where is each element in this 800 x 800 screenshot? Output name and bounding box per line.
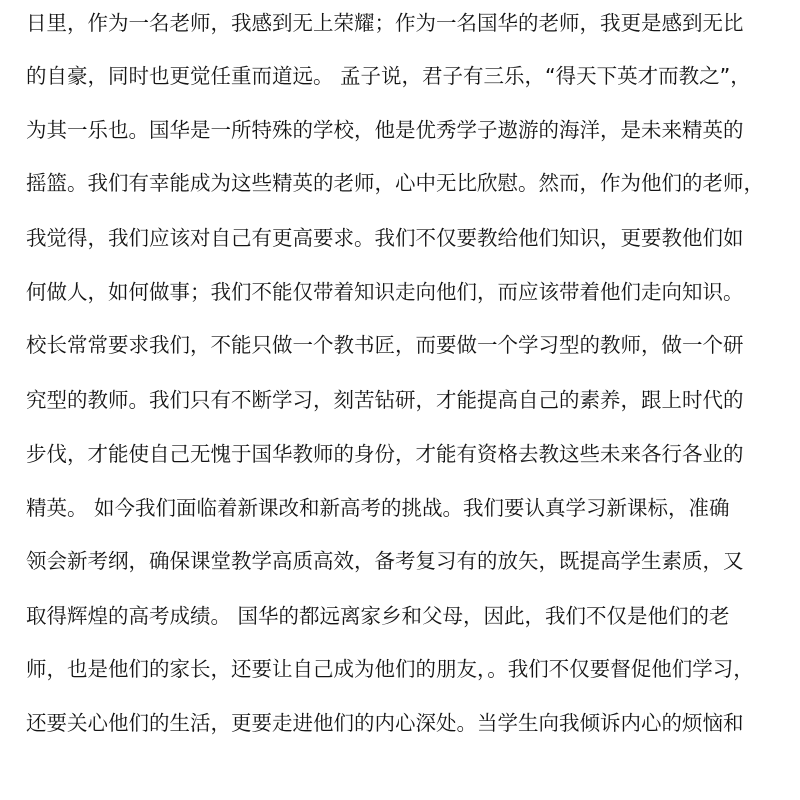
text-line-2: 的自豪，同时也更觉任重而道远。 孟子说，君子有三乐，“得天下英才而教之”，	[26, 64, 751, 88]
text-line-6: 何做人，如何做事；我们不能仅带着知识走向他们，而应该带着他们走向知识。	[26, 280, 744, 304]
text-line-11: 领会新考纲，确保课堂教学高质高效，备考复习有的放矢，既提高学生素质，又	[26, 549, 744, 573]
text-line-10: 精英。 如今我们面临着新课改和新高考的挑战。我们要认真学习新课标，准确	[26, 496, 730, 520]
text-line-14: 还要关心他们的生活，更要走进他们的内心深处。当学生向我倾诉内心的烦恼和	[26, 711, 744, 735]
text-line-12: 取得辉煌的高考成绩。 国华的都远离家乡和父母，因此，我们不仅是他们的老	[26, 604, 730, 628]
text-line-13: 师，也是他们的家长，还要让自己成为他们的朋友，。我们不仅要督促他们学习，	[26, 657, 754, 681]
text-line-8: 究型的教师。我们只有不断学习，刻苦钻研，才能提高自己的素养，跟上时代的	[26, 388, 744, 412]
text-line-5: 我觉得，我们应该对自己有更高要求。我们不仅要教给他们知识，更要教他们如	[26, 226, 744, 250]
text-line-4: 摇篮。我们有幸能成为这些精英的老师，心中无比欣慰。然而，作为他们的老师，	[26, 171, 764, 195]
text-line-7: 校长常常要求我们，不能只做一个教书匠，而要做一个学习型的教师，做一个研	[26, 333, 744, 357]
text-line-3: 为其一乐也。国华是一所特殊的学校，他是优秀学子遨游的海洋，是未来精英的	[26, 118, 744, 142]
text-line-9: 步伐，才能使自己无愧于国华教师的身份，才能有资格去教这些未来各行各业的	[26, 442, 744, 466]
text-line-1: 日里，作为一名老师，我感到无上荣耀；作为一名国华的老师，我更是感到无比	[26, 11, 744, 35]
